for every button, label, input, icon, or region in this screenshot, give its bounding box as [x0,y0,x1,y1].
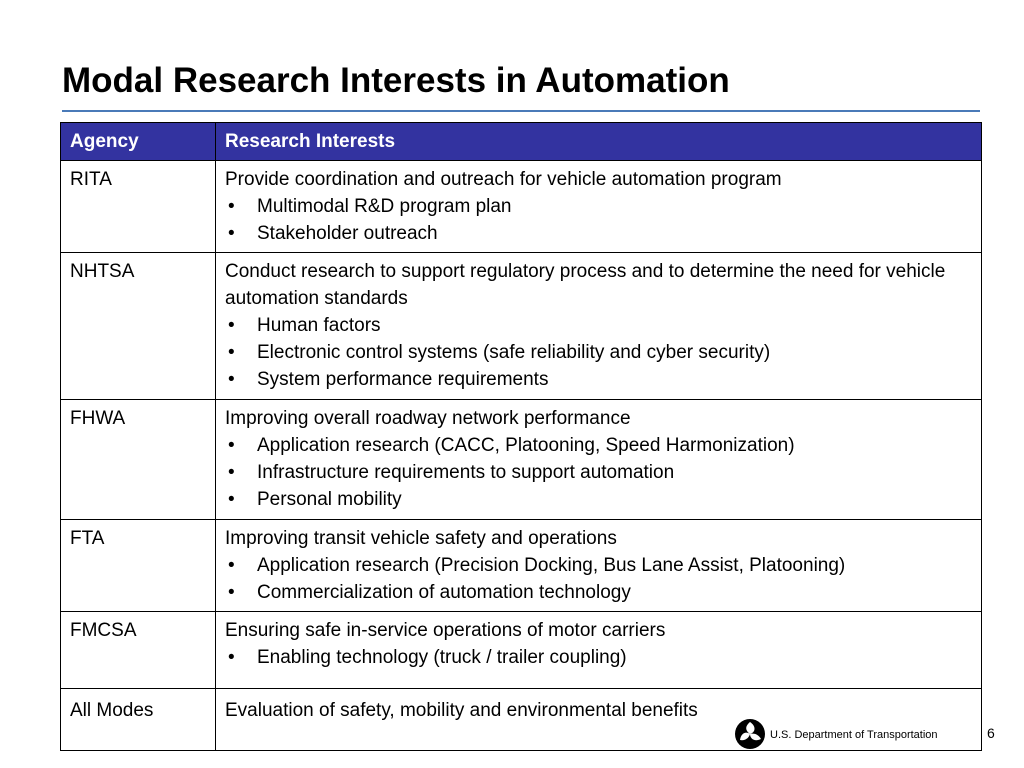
interest-description: Improving transit vehicle safety and operations [225,528,617,549]
list-item: • Human factors [225,312,972,339]
interest-bullets [225,644,972,671]
interests-cell [216,161,982,253]
interest-description: Evaluation of safety, mobility and environmental benefits [225,700,698,721]
table-row [61,612,982,689]
table-row [61,161,982,253]
agency-cell: NHTSA [61,253,216,400]
interests-cell [216,253,982,400]
title-divider [62,110,980,112]
table-row [61,689,982,751]
interest-description: Ensuring safe in-service operations of motor carriers [225,620,666,641]
list-item: • Enabling technology (truck / trailer coupling) [225,644,972,671]
table-header-row [61,123,982,161]
slide-title: Modal Research Interests in Automation [62,61,730,100]
interests-cell [216,520,982,612]
table-row [61,253,982,400]
agency-cell: All Modes [61,689,216,751]
table-row [61,520,982,612]
interest-description: Provide coordination and outreach for vehicle automation program [225,169,782,190]
list-item: • Stakeholder outreach [225,220,972,247]
interest-bullets [225,432,972,513]
list-item: • Commercialization of automation technology [225,579,972,606]
interests-cell [216,689,982,751]
header-agency: Agency [61,123,216,161]
interests-cell [216,612,982,689]
list-item: • System performance requirements [225,366,972,393]
agency-cell: FTA [61,520,216,612]
list-item: • Application research (CACC, Platooning, Speed Harmonization) [225,432,972,459]
table-row [61,400,982,520]
footer-department: U.S. Department of Transportation [770,729,938,741]
research-interests-table [60,122,982,751]
list-item: • Multimodal R&D program plan [225,193,972,220]
agency-cell: FHWA [61,400,216,520]
interest-bullets [225,193,972,247]
interest-bullets [225,552,972,606]
interest-bullets [225,312,972,393]
agency-cell: RITA [61,161,216,253]
list-item: • Infrastructure requirements to support automation [225,459,972,486]
list-item: • Application research (Precision Docking, Bus Lane Assist, Platooning) [225,552,972,579]
dot-triskelion-icon [734,718,766,750]
interests-cell [216,400,982,520]
agency-cell: FMCSA [61,612,216,689]
list-item: • Personal mobility [225,486,972,513]
list-item: • Electronic control systems (safe reliability and cyber security) [225,339,972,366]
page-number: 6 [987,725,995,741]
interest-description: Conduct research to support regulatory process and to determine the need for vehicle automation standards [225,261,946,309]
interest-description: Improving overall roadway network performance [225,408,631,429]
header-research-interests: Research Interests [216,123,982,161]
